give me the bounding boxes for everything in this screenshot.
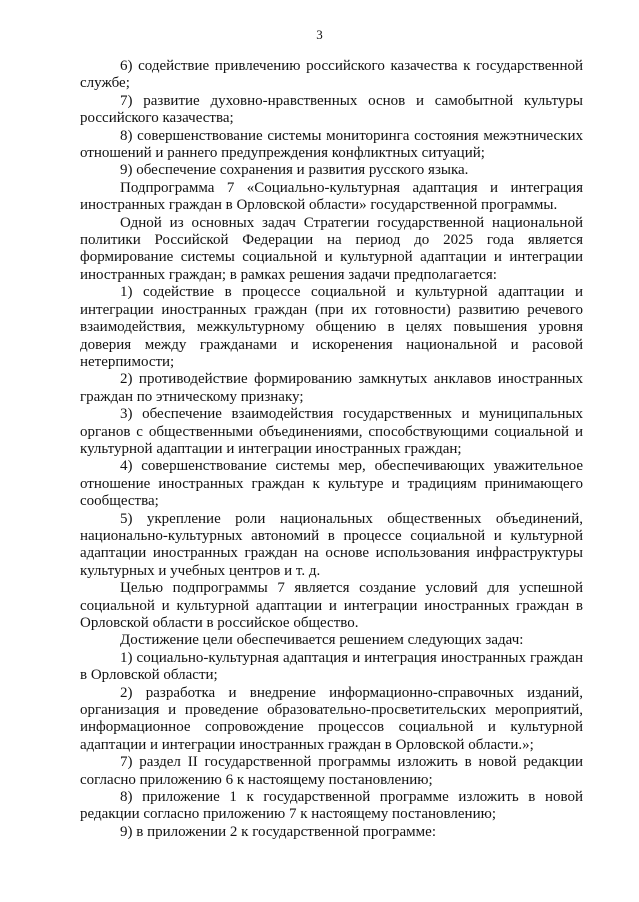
- paragraph-amend-8: 8) приложение 1 к государственной программе изложить в новой редакции согласно приложению 7 к настоящему постановлению;: [80, 789, 583, 823]
- paragraph-7-cossack-culture: 7) развитие духовно-нравственных основ и самобытной культуры российского казачества;: [80, 92, 583, 127]
- paragraph-8-monitoring: 8) совершенствование системы мониторинга состояния межэтнических отношений и раннего предупреждения конфликтных ситуаций;: [80, 127, 583, 162]
- paragraph-goal: Целью подпрограммы 7 является создание условий для успешной социальной и культурной адаптации и интеграции иностранных граждан в Орловской области в российское общество.: [80, 580, 583, 631]
- paragraph-item-5-strengthening: 5) укрепление роли национальных общественных объединений, национально-культурных автономий в процессе социальной и культурной адаптации иностранных граждан на основе использования инфраструктуры культурных и учебных центров и т. д.: [80, 510, 583, 579]
- paragraph-tasks-intro: Достижение цели обеспечивается решением следующих задач:: [120, 632, 524, 649]
- paragraph-amend-7: 7) раздел II государственной программы изложить в новой редакции согласно приложению 6 к настоящему постановлению;: [80, 754, 583, 788]
- paragraph-9-russian-language: 9) обеспечение сохранения и развития русского языка.: [120, 162, 469, 179]
- page-number: 3: [316, 27, 323, 42]
- document-body: [80, 58, 583, 841]
- paragraph-strategy-task: Одной из основных задач Стратегии государственной национальной политики Российской Федерации на период до 2025 года является формирование системы социальной и культурной адаптации и интеграции иностранных граждан; в рамках решения задачи предполагается:: [80, 214, 583, 283]
- paragraph-subprogram-7: Подпрограмма 7 «Социально-культурная адаптация и интеграция иностранных граждан в Орловской области» государственной программы.: [80, 179, 583, 214]
- paragraph-item-3-interaction: 3) обеспечение взаимодействия государственных и муниципальных органов с общественными объединениями, способствующими социальной и культурной адаптации и интеграции иностранных граждан;: [80, 406, 583, 457]
- paragraph-task-2: 2) разработка и внедрение информационно-справочных изданий, организация и проведение образовательно-просветительских мероприятий, информационное сопровождение процессов социальной и культурной адаптации и интеграции иностранных граждан в Орловской области.»;: [80, 684, 583, 753]
- paragraph-6-cossack-service: 6) содействие привлечению российского казачества к государственной службе;: [80, 58, 583, 92]
- paragraph-task-1: 1) социально-культурная адаптация и интеграция иностранных граждан в Орловской области;: [80, 649, 583, 684]
- paragraph-item-1-assistance: 1) содействие в процессе социальной и культурной адаптации и интеграции иностранных граждан (при их готовности) развитию речевого взаимодействия, межкультурному общению в целях повышения уровня доверия между гражданами и искоренения национальной и расовой нетерпимости;: [80, 284, 583, 370]
- paragraph-item-2-enclaves: 2) противодействие формированию замкнутых анклавов иностранных граждан по этническому признаку;: [80, 371, 583, 405]
- paragraph-item-4-measures: 4) совершенствование системы мер, обеспечивающих уважительное отношение иностранных граждан к культуре и традициям принимающего сообщества;: [80, 458, 583, 510]
- paragraph-amend-9: 9) в приложении 2 к государственной программе:: [120, 823, 436, 840]
